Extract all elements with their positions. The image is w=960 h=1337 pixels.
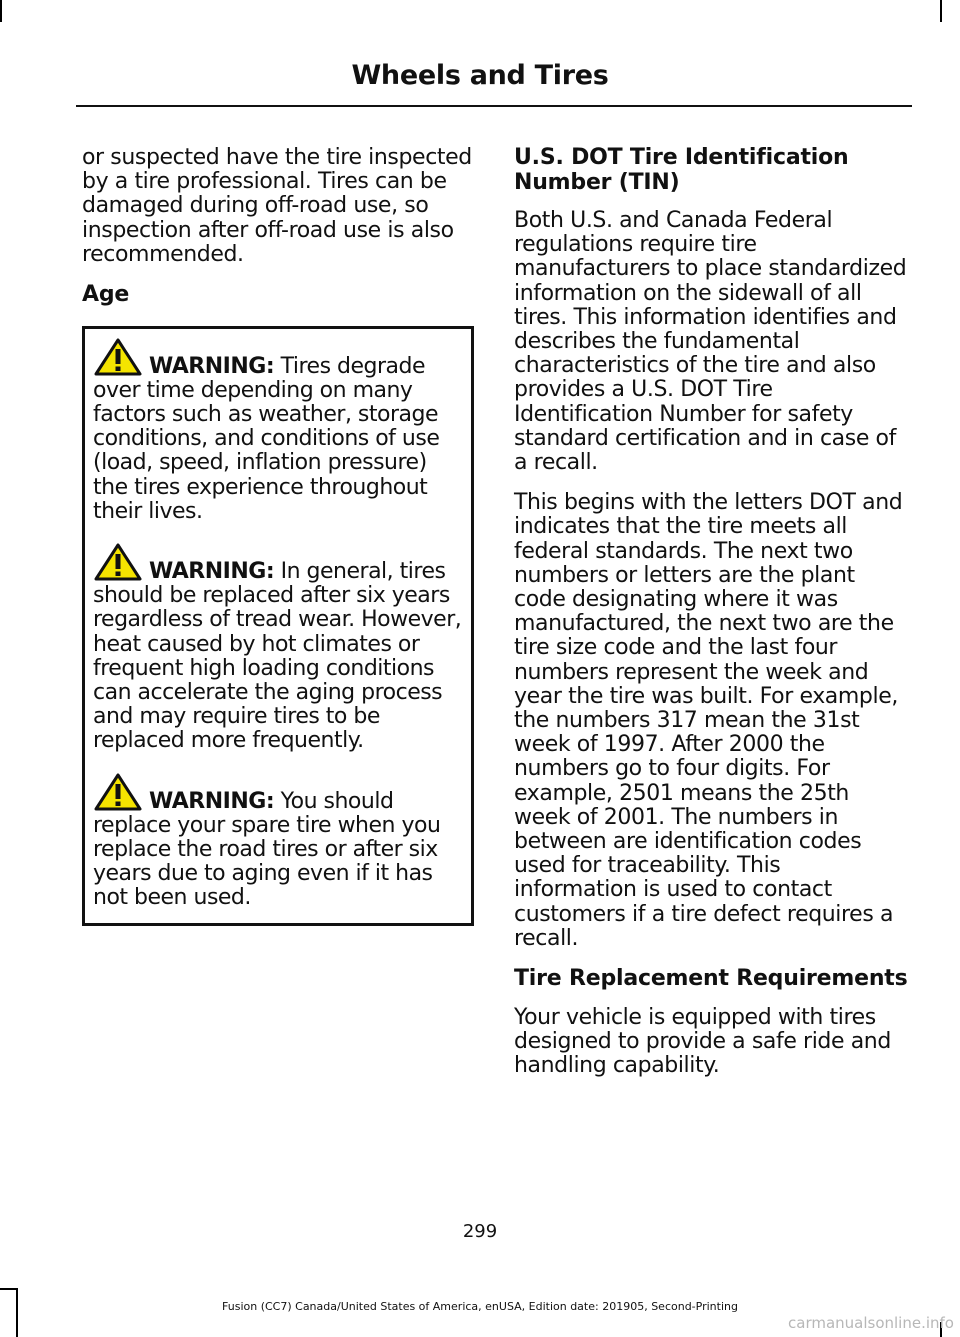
watermark: carmanualsonline.info <box>788 1314 954 1332</box>
crop-mark <box>940 0 942 22</box>
replacement-heading: Tire Replacement Requirements <box>514 966 908 992</box>
warning-label: WARNING: <box>149 558 275 584</box>
age-heading: Age <box>82 282 130 308</box>
left-column <box>82 146 474 926</box>
warning-text: You should replace your spare tire when you replace the road tires or after six years due to aging even if it has not been used. <box>93 788 441 911</box>
warning-item <box>93 337 465 524</box>
warning-label: WARNING: <box>149 353 275 379</box>
tin-paragraph-2: This begins with the letters DOT and indicates that the tire meets all federal standards. The next two numbers or letters are the plant code designating where it was manufactured, the next two are the tire size code and the last four numbers represent the week and year the tire was built. For example, the numbers 317 mean the 31st week of 1997. After 2000 the numbers go to four digits. For example, 2501 means the 25th week of 2001. The numbers in between are identification codes used for traceability. This information is used to contact customers if a tire defect requires a recall. <box>514 490 903 951</box>
warning-label: WARNING: <box>149 788 275 814</box>
warning-text: In general, tires should be replaced after six years regardless of tread wear. However, heat caused by hot climates or frequent high loading conditions can accelerate the aging process and may require tires to be replaced more frequently. <box>93 558 462 754</box>
tin-paragraph-1: Both U.S. and Canada Federal regulations require tire manufacturers to place standardized information on the sidewall of all tires. This information identifies and describes the fundamental characteristics of the tire and also provides a U.S. DOT Tire Identification Number for safety standard certification and in case of a recall. <box>514 208 907 476</box>
warning-box <box>82 326 474 926</box>
warning-text: Tires degrade over time depending on many factors such as weather, storage conditions, and conditions of use (load, speed, inflation pressure) the tires experience throughout their lives. <box>93 353 440 524</box>
warning-item <box>93 772 465 911</box>
crop-mark <box>0 0 2 22</box>
page-header-title: Wheels and Tires <box>351 60 609 91</box>
right-column <box>514 146 908 1094</box>
warning-triangle-icon <box>93 337 143 377</box>
warning-triangle-icon <box>93 542 143 582</box>
warning-triangle-icon <box>93 772 143 812</box>
header-divider <box>76 105 912 107</box>
tin-heading: U.S. DOT Tire Identification Number (TIN) <box>514 145 849 195</box>
page-number: 299 <box>462 1221 498 1242</box>
edition-footer: Fusion (CC7) Canada/United States of America, enUSA, Edition date: 201905, Second-Printing <box>222 1300 738 1313</box>
replacement-paragraph: Your vehicle is equipped with tires designed to provide a safe ride and handling capability. <box>514 1004 891 1078</box>
warning-item <box>93 542 465 754</box>
intro-paragraph: or suspected have the tire inspected by a tire professional. Tires can be damaged during off-road use, so inspection after off-road use is also recommended. <box>82 145 472 267</box>
